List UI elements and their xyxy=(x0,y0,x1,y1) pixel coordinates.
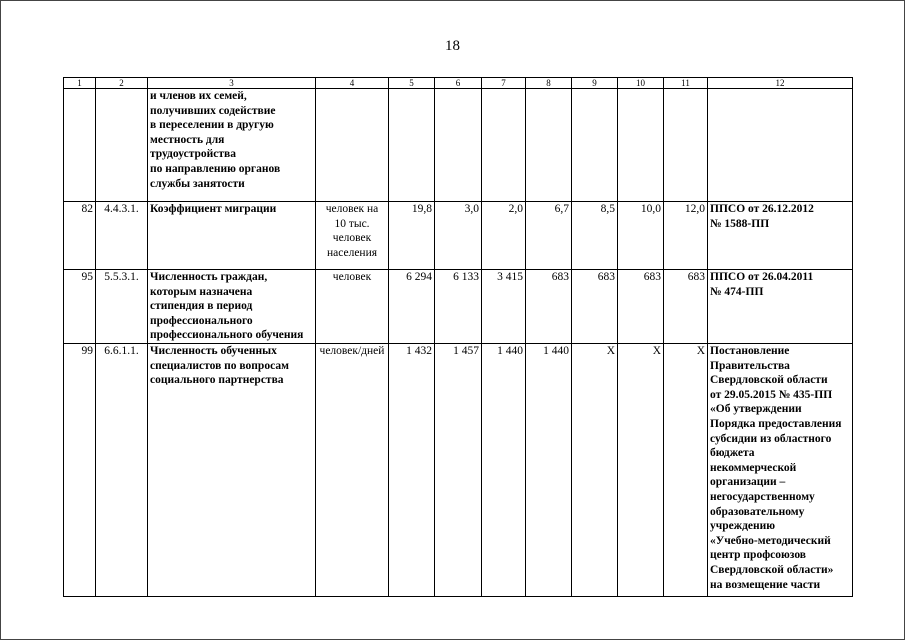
text-line: в переселении в другую xyxy=(150,119,274,132)
table-row xyxy=(64,270,853,344)
text-line: Свердловской области xyxy=(710,374,828,387)
indicator-cell xyxy=(148,89,316,202)
row-number-cell: 95 xyxy=(64,270,96,344)
value-cell: 683 xyxy=(572,270,618,344)
column-number-header: 1 xyxy=(64,78,96,89)
value-cell: Х xyxy=(664,344,708,597)
value-cell: 12,0 xyxy=(664,202,708,270)
text-line: профессионального xyxy=(150,314,253,327)
value-cell xyxy=(526,89,572,202)
value-cell: 19,8 xyxy=(389,202,435,270)
text-line: бюджета xyxy=(710,447,755,460)
text-line: получивших содействие xyxy=(150,104,276,117)
column-number-header: 9 xyxy=(572,78,618,89)
text-line: по направлению органов xyxy=(150,162,281,175)
column-number-header: 10 xyxy=(618,78,664,89)
text-line: «Учебно-методический xyxy=(710,534,831,547)
code-cell xyxy=(96,89,148,202)
text-line: Правительства xyxy=(710,359,790,372)
text-line: Постановление xyxy=(710,345,790,357)
text-line: учреждению xyxy=(710,520,776,533)
column-number-header: 11 xyxy=(664,78,708,89)
value-cell xyxy=(664,89,708,202)
value-cell: 2,0 xyxy=(482,202,526,270)
code-cell: 5.5.3.1. xyxy=(96,270,148,344)
value-cell: 8,5 xyxy=(572,202,618,270)
text-line: ППСО от 26.12.2012 xyxy=(710,203,814,215)
value-cell: Х xyxy=(618,344,664,597)
value-cell xyxy=(389,89,435,202)
indicators-table xyxy=(63,77,853,597)
column-number-header: 3 xyxy=(148,78,316,89)
text-line: населения xyxy=(326,246,378,259)
value-cell: 1 457 xyxy=(435,344,482,597)
text-line: службы занятости xyxy=(150,177,245,190)
text-line: негосударственному xyxy=(710,490,815,503)
column-number-header-row xyxy=(64,78,853,89)
value-cell: 3 415 xyxy=(482,270,526,344)
value-cell: 683 xyxy=(526,270,572,344)
text-line: субсидии из областного xyxy=(710,432,832,445)
text-line: ППСО от 26.04.2011 xyxy=(710,271,814,283)
document-cell xyxy=(708,89,853,202)
text-line: Численность обученных xyxy=(150,345,277,357)
text-line: № 474-ПП xyxy=(710,285,764,298)
value-cell: 1 440 xyxy=(482,344,526,597)
text-line: Коэффициент миграции xyxy=(150,203,277,215)
value-cell: 10,0 xyxy=(618,202,664,270)
indicator-cell xyxy=(148,344,316,597)
value-cell xyxy=(435,89,482,202)
indicator-cell xyxy=(148,202,316,270)
text-line: человек xyxy=(332,271,372,283)
unit-cell xyxy=(316,202,389,270)
row-number-cell: 82 xyxy=(64,202,96,270)
text-line: № 1588-ПП xyxy=(710,217,770,230)
value-cell: 6 133 xyxy=(435,270,482,344)
value-cell xyxy=(572,89,618,202)
text-line: трудоустройства xyxy=(150,148,236,161)
text-line: человек/дней xyxy=(319,345,385,357)
text-line: местность для xyxy=(150,133,225,146)
text-line: на возмещение части xyxy=(710,578,821,591)
text-line: человек xyxy=(332,232,372,245)
column-number-header: 6 xyxy=(435,78,482,89)
code-cell: 6.6.1.1. xyxy=(96,344,148,597)
document-cell xyxy=(708,202,853,270)
table-row xyxy=(64,344,853,597)
value-cell: 1 440 xyxy=(526,344,572,597)
unit-cell xyxy=(316,270,389,344)
indicator-cell xyxy=(148,270,316,344)
value-cell xyxy=(618,89,664,202)
text-line: человек на xyxy=(325,203,379,215)
page-number: 18 xyxy=(445,38,460,54)
value-cell: 1 432 xyxy=(389,344,435,597)
column-number-header: 8 xyxy=(526,78,572,89)
column-number-header: 7 xyxy=(482,78,526,89)
value-cell: 3,0 xyxy=(435,202,482,270)
column-number-header: 5 xyxy=(389,78,435,89)
unit-cell xyxy=(316,89,389,202)
value-cell: 6 294 xyxy=(389,270,435,344)
column-number-header: 2 xyxy=(96,78,148,89)
row-number-cell xyxy=(64,89,96,202)
table-row xyxy=(64,202,853,270)
value-cell xyxy=(482,89,526,202)
document-cell xyxy=(708,344,853,597)
continuation-row xyxy=(64,89,853,202)
column-number-header: 4 xyxy=(316,78,389,89)
code-cell: 4.4.3.1. xyxy=(96,202,148,270)
text-line: специалистов по вопросам xyxy=(150,359,289,372)
value-cell: 683 xyxy=(618,270,664,344)
value-cell: Х xyxy=(572,344,618,597)
text-line: некоммерческой xyxy=(710,461,797,474)
document-cell xyxy=(708,270,853,344)
text-line: социального партнерства xyxy=(150,374,284,387)
column-number-header: 12 xyxy=(708,78,853,89)
value-cell: 683 xyxy=(664,270,708,344)
text-line: «Об утверждении xyxy=(710,403,802,416)
text-line: Свердловской области» xyxy=(710,563,834,576)
text-line: которым назначена xyxy=(150,285,253,298)
text-line: организации – xyxy=(710,476,786,489)
text-line: Численность граждан, xyxy=(150,271,268,283)
value-cell: 6,7 xyxy=(526,202,572,270)
unit-cell xyxy=(316,344,389,597)
text-line: образовательному xyxy=(710,505,805,518)
text-line: и членов их семей, xyxy=(150,90,247,102)
row-number-cell: 99 xyxy=(64,344,96,597)
text-line: Порядка предоставления xyxy=(710,417,842,430)
text-line: стипендия в период xyxy=(150,300,253,313)
text-line: профессионального обучения xyxy=(150,329,304,342)
text-line: центр профсоюзов xyxy=(710,549,807,562)
text-line: от 29.05.2015 № 435-ПП xyxy=(710,388,833,401)
text-line: 10 тыс. xyxy=(334,217,370,230)
